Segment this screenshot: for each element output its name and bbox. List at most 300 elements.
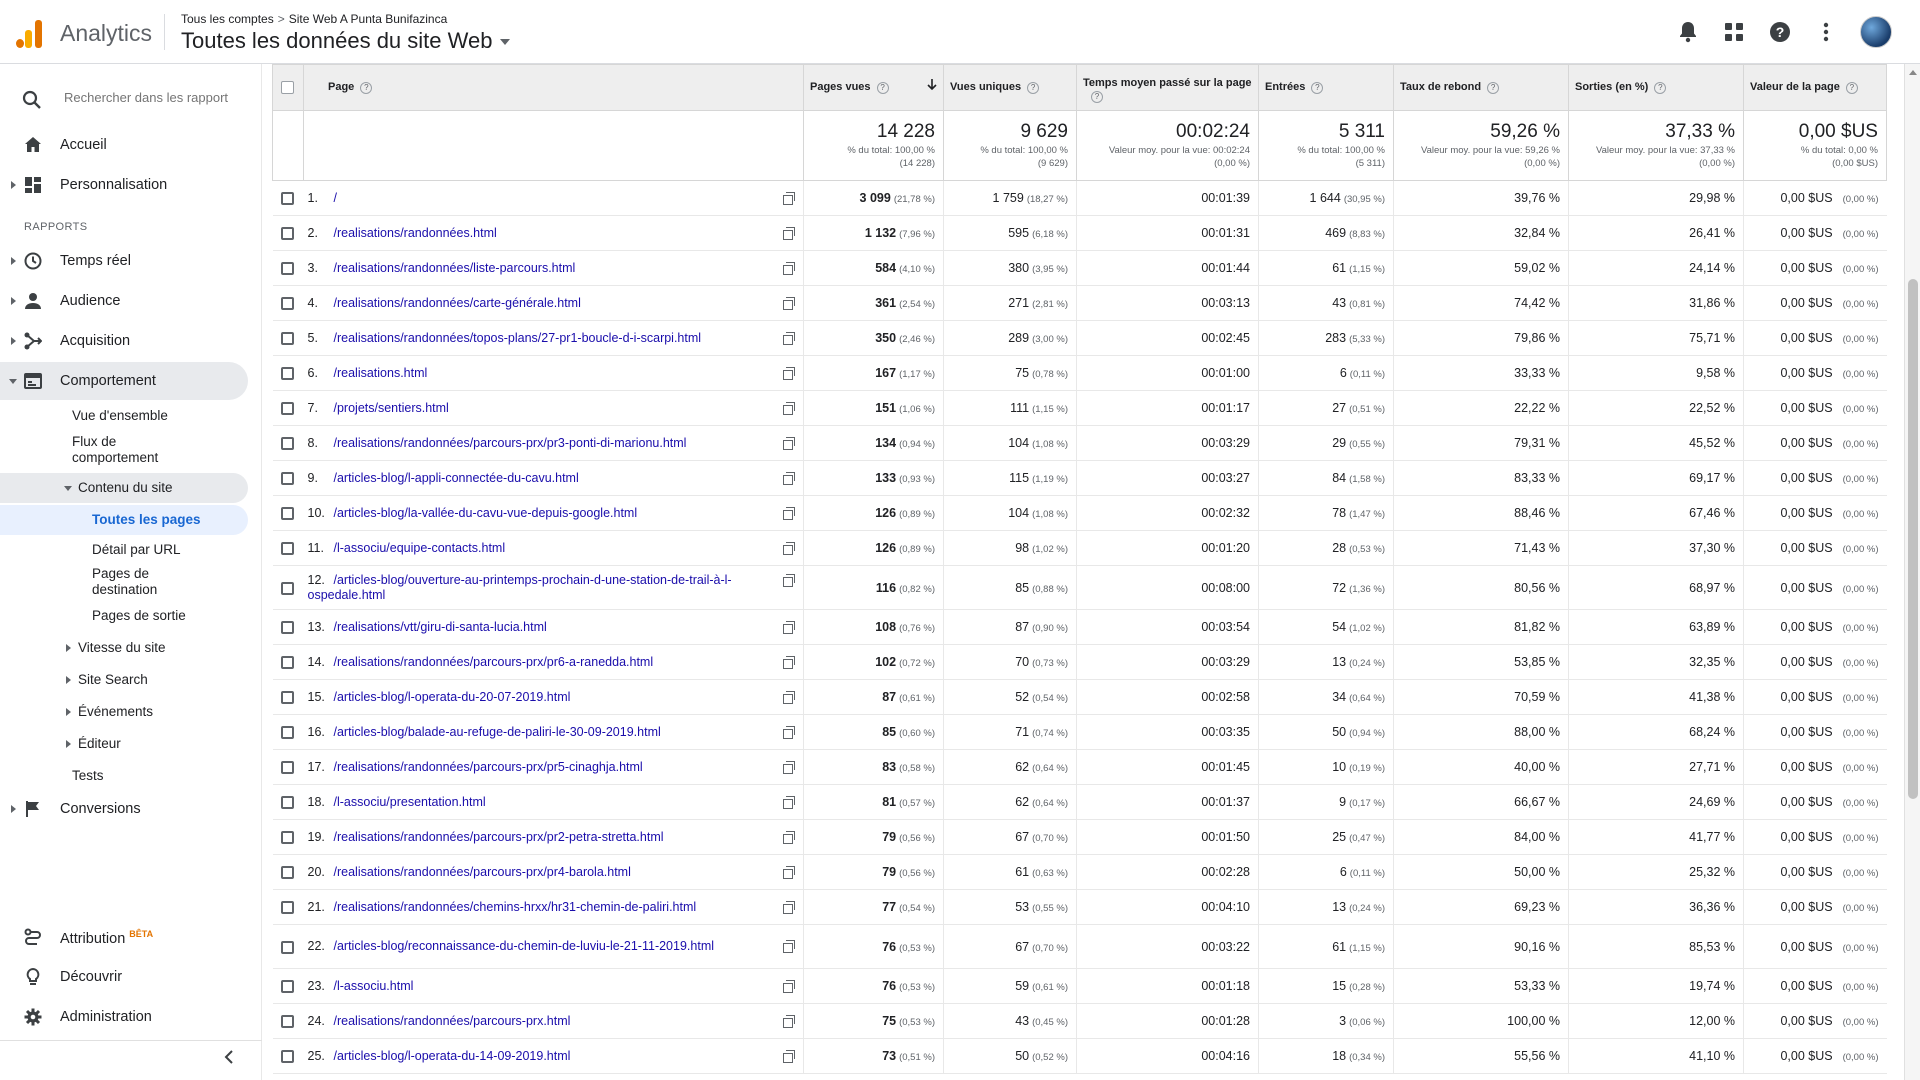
pageviews-value: 77: [882, 900, 897, 914]
chevron-right-icon[interactable]: [11, 297, 16, 305]
table-row: [273, 321, 1887, 356]
pageviews-pct: (0,57 %): [899, 798, 935, 809]
avg-time-cell: [1077, 890, 1259, 925]
pageviews-pct: (21,78 %): [893, 194, 935, 205]
avg-time-cell: [1077, 610, 1259, 645]
col-bounce[interactable]: [1394, 65, 1569, 111]
nav-site-search[interactable]: [0, 670, 248, 690]
totals-empty: [304, 111, 804, 181]
bounce-value: 53,85 %: [1514, 655, 1560, 669]
open-page-icon[interactable]: [783, 831, 795, 843]
col-avg-time[interactable]: [1077, 65, 1259, 111]
chevron-right-icon[interactable]: [66, 740, 71, 748]
bounce-value: 50,00 %: [1514, 865, 1560, 879]
page-link[interactable]: /articles-blog/l-operata-du-20-07-2019.html: [333, 689, 571, 704]
page-cell: [304, 496, 804, 531]
page-value-pct: (0,00 %): [1842, 1017, 1879, 1028]
pageviews-pct: (4,10 %): [899, 264, 935, 275]
row-checkbox-cell: [273, 181, 304, 216]
page-link[interactable]: /realisations/vtt/giru-di-santa-lucia.html: [333, 619, 547, 634]
bounce-value: 81,82 %: [1514, 620, 1560, 634]
open-page-icon[interactable]: [783, 726, 795, 738]
table-row: [273, 820, 1887, 855]
unique-value: 1 759: [992, 191, 1024, 205]
chevron-right-icon[interactable]: [11, 805, 16, 813]
help-icon[interactable]: ?: [360, 82, 372, 94]
open-page-icon[interactable]: [783, 1050, 795, 1062]
exits-value: 36,36 %: [1689, 900, 1735, 914]
open-page-icon[interactable]: [783, 940, 795, 952]
row-checkbox-cell: [273, 356, 304, 391]
entrances-value: 72: [1332, 580, 1347, 595]
col-pageviews[interactable]: [804, 65, 944, 111]
scrollbar-thumb[interactable]: [1908, 279, 1918, 799]
avg-time-cell: [1077, 426, 1259, 461]
table-row: [273, 216, 1887, 251]
row-checkbox[interactable]: [281, 262, 294, 275]
sidebar: [0, 64, 262, 1080]
row-index: 17.: [307, 759, 325, 774]
page-value: 0,00 $US: [1780, 366, 1833, 380]
pageviews-cell: [804, 216, 944, 251]
row-index: 25.: [307, 1048, 325, 1063]
entrances-pct: (0,64 %): [1349, 693, 1385, 704]
unique-value: 85: [1015, 580, 1030, 595]
pageviews-cell: [804, 680, 944, 715]
bounce-cell: [1394, 1004, 1569, 1039]
collapse-sidebar-icon[interactable]: [222, 1050, 236, 1064]
bounce-cell: [1394, 820, 1569, 855]
open-page-icon[interactable]: [783, 574, 795, 586]
pageviews-pct: (0,53 %): [899, 1017, 935, 1028]
page-link[interactable]: /realisations/randonnées/liste-parcours.html: [333, 260, 576, 275]
header-divider: [164, 14, 165, 50]
avg-time-cell: [1077, 286, 1259, 321]
page-link[interactable]: /articles-blog/reconnaissance-du-chemin-de-luviu-le-21-11-2019.html: [333, 939, 715, 953]
pageviews-value: 85: [882, 725, 897, 739]
row-checkbox-cell: [273, 715, 304, 750]
row-index: 10.: [307, 505, 325, 520]
row-checkbox[interactable]: [281, 621, 294, 634]
exits-value: 85,53 %: [1689, 939, 1735, 954]
pageviews-pct: (0,56 %): [899, 833, 935, 844]
row-checkbox[interactable]: [281, 831, 294, 844]
row-checkbox[interactable]: [281, 402, 294, 415]
vertical-scrollbar[interactable]: [1904, 64, 1920, 1080]
row-checkbox[interactable]: [281, 507, 294, 520]
entrances-cell: [1259, 356, 1394, 391]
apps-icon[interactable]: [1722, 20, 1746, 44]
bell-icon[interactable]: [1676, 20, 1700, 44]
row-checkbox[interactable]: [281, 472, 294, 485]
unique-value: 62: [1015, 760, 1030, 774]
nav-attribution[interactable]: [0, 918, 248, 956]
page-link[interactable]: /: [333, 190, 337, 205]
unique-value: 595: [1008, 226, 1030, 240]
page-cell: [304, 925, 804, 969]
row-checkbox-cell: [273, 680, 304, 715]
unique-pct: (0,63 %): [1032, 868, 1068, 879]
entrances-pct: (0,24 %): [1349, 903, 1385, 914]
avg-time-value: 00:08:00: [1201, 580, 1250, 595]
row-checkbox[interactable]: [281, 542, 294, 555]
row-checkbox[interactable]: [281, 656, 294, 669]
help-icon[interactable]: [1768, 20, 1792, 44]
chevron-right-icon[interactable]: [66, 644, 71, 652]
bounce-cell: [1394, 391, 1569, 426]
nav-site-content[interactable]: [0, 473, 248, 503]
avatar[interactable]: [1860, 16, 1892, 48]
page-link[interactable]: /realisations/randonnées/parcours-prx/pr3-ponti-di-marionu.html: [333, 435, 687, 450]
nav-all-pages[interactable]: [0, 505, 248, 535]
page-link[interactable]: /l-associu/presentation.html: [333, 794, 486, 809]
value-cell: [1744, 890, 1887, 925]
row-checkbox[interactable]: [281, 1015, 294, 1028]
report-search[interactable]: [0, 78, 262, 122]
total-exits-sub: Valeur moy. pour la vue: 37,33 %: [1595, 145, 1735, 156]
page-link[interactable]: /articles-blog/l-operata-du-14-09-2019.html: [333, 1048, 571, 1063]
open-page-icon[interactable]: [783, 901, 795, 913]
search-input[interactable]: [64, 90, 244, 105]
page-cell: [304, 391, 804, 426]
bounce-cell: [1394, 750, 1569, 785]
page-value: 0,00 $US: [1780, 401, 1833, 415]
entrances-value: 29: [1332, 436, 1347, 450]
page-link[interactable]: /projets/sentiers.html: [333, 400, 449, 415]
nav-conversions[interactable]: [0, 790, 248, 828]
chevron-right-icon[interactable]: [66, 708, 71, 716]
chevron-right-icon: >: [277, 12, 285, 26]
page-link[interactable]: /realisations/randonnées/parcours-prx/pr4-barola.html: [333, 864, 631, 879]
row-checkbox[interactable]: [281, 726, 294, 739]
row-checkbox[interactable]: [281, 866, 294, 879]
avg-time-cell: [1077, 1039, 1259, 1074]
open-page-icon[interactable]: [783, 542, 795, 554]
avg-time-value: 00:02:28: [1201, 865, 1250, 879]
help-icon[interactable]: ?: [1311, 82, 1323, 94]
unique-pct: (1,08 %): [1032, 509, 1068, 520]
page-link[interactable]: /realisations/randonnées/topos-plans/27-pr1-boucle-d-i-scarpi.html: [333, 330, 702, 345]
open-page-icon[interactable]: [783, 472, 795, 484]
bounce-cell: [1394, 566, 1569, 610]
nav-discover-label: Découvrir: [60, 969, 123, 985]
row-index: 9.: [307, 470, 318, 485]
exits-cell: [1569, 1004, 1744, 1039]
row-checkbox[interactable]: [281, 691, 294, 704]
total-avg-time-sub: Valeur moy. pour la vue: 00:02:24: [1108, 145, 1250, 156]
nav-experiments[interactable]: [0, 766, 248, 786]
col-bounce-label: Taux de rebond: [1400, 81, 1482, 93]
page-cell: [304, 785, 804, 820]
avg-time-value: 00:01:45: [1201, 760, 1250, 774]
nav-behavior-overview[interactable]: [0, 408, 248, 428]
open-page-icon[interactable]: [783, 507, 795, 519]
entrances-value: 50: [1332, 725, 1347, 739]
open-page-icon[interactable]: [783, 796, 795, 808]
row-checkbox-cell: [273, 531, 304, 566]
page-value: 0,00 $US: [1780, 760, 1833, 774]
entrances-cell: [1259, 216, 1394, 251]
row-checkbox[interactable]: [281, 941, 294, 954]
entrances-pct: (8,83 %): [1349, 229, 1385, 240]
bounce-value: 88,46 %: [1514, 506, 1560, 520]
page-link[interactable]: /l-associu.html: [333, 978, 414, 993]
more-vert-icon[interactable]: [1814, 20, 1838, 44]
pageviews-value: 3 099: [859, 191, 891, 205]
value-cell: [1744, 855, 1887, 890]
bounce-value: 69,23 %: [1514, 900, 1560, 914]
help-icon[interactable]: ?: [1487, 82, 1499, 94]
pageviews-cell: [804, 566, 944, 610]
entrances-cell: [1259, 566, 1394, 610]
open-page-icon[interactable]: [783, 980, 795, 992]
nav-realtime[interactable]: [0, 242, 248, 280]
nav-exit-pages[interactable]: [0, 606, 248, 626]
total-exits: [1569, 111, 1744, 181]
chevron-right-icon[interactable]: [11, 181, 16, 189]
page-cell: [304, 321, 804, 356]
col-unique[interactable]: [944, 65, 1077, 111]
exits-cell: [1569, 321, 1744, 356]
exits-cell: [1569, 820, 1744, 855]
caret-down-icon[interactable]: [500, 39, 510, 45]
bounce-cell: [1394, 496, 1569, 531]
nav-discover[interactable]: [0, 958, 248, 996]
pageviews-value: 126: [875, 541, 897, 555]
pageviews-value: 73: [882, 1049, 897, 1063]
open-page-icon[interactable]: [783, 367, 795, 379]
open-page-icon[interactable]: [783, 761, 795, 773]
bounce-value: 39,76 %: [1514, 191, 1560, 205]
page-link[interactable]: /realisations/randonnées/parcours-prx/pr6-a-ranedda.html: [333, 654, 654, 669]
open-page-icon[interactable]: [783, 1015, 795, 1027]
entrances-value: 84: [1332, 471, 1347, 485]
page-link[interactable]: /realisations/randonnées/carte-générale.html: [333, 295, 581, 310]
entrances-pct: (1,02 %): [1349, 623, 1385, 634]
entrances-pct: (0,19 %): [1349, 763, 1385, 774]
attribution-icon: [24, 928, 42, 946]
nav-home[interactable]: [0, 126, 248, 164]
help-icon[interactable]: ?: [1027, 82, 1039, 94]
row-checkbox[interactable]: [281, 367, 294, 380]
nav-behavior[interactable]: [0, 362, 248, 400]
nav-site-speed-label: Vitesse du site: [78, 640, 166, 655]
view-title[interactable]: Toutes les données du site Web: [181, 28, 493, 53]
bounce-cell: [1394, 216, 1569, 251]
bounce-value: 70,59 %: [1514, 690, 1560, 704]
avg-time-value: 00:03:22: [1201, 939, 1250, 954]
value-cell: [1744, 251, 1887, 286]
open-page-icon[interactable]: [783, 691, 795, 703]
total-entrances-sub: (5 311): [1355, 158, 1385, 169]
bounce-value: 66,67 %: [1514, 795, 1560, 809]
nav-publisher[interactable]: [0, 734, 248, 754]
table-row: [273, 890, 1887, 925]
bounce-value: 22,22 %: [1514, 401, 1560, 415]
total-bounce-sub: Valeur moy. pour la vue: 59,26 %: [1420, 145, 1560, 156]
page-cell: [304, 645, 804, 680]
open-page-icon[interactable]: [783, 332, 795, 344]
select-all-cell: [273, 65, 304, 111]
total-value-value: 0,00 $US: [1798, 121, 1878, 142]
row-checkbox[interactable]: [281, 227, 294, 240]
bounce-cell: [1394, 531, 1569, 566]
table-row: [273, 785, 1887, 820]
row-checkbox[interactable]: [281, 297, 294, 310]
page-link[interactable]: /realisations.html: [333, 365, 428, 380]
entrances-cell: [1259, 715, 1394, 750]
help-icon[interactable]: ?: [1846, 82, 1858, 94]
nav-customization[interactable]: [0, 166, 248, 204]
row-checkbox[interactable]: [281, 796, 294, 809]
help-icon[interactable]: ?: [877, 82, 889, 94]
page-value-pct: (0,00 %): [1842, 942, 1879, 954]
pageviews-value: 108: [875, 620, 897, 634]
table-row: [273, 1004, 1887, 1039]
chevron-right-icon[interactable]: [66, 676, 71, 684]
select-all-checkbox[interactable]: [281, 81, 294, 94]
value-cell: [1744, 531, 1887, 566]
bounce-cell: [1394, 785, 1569, 820]
value-cell: [1744, 645, 1887, 680]
col-page[interactable]: [304, 65, 804, 111]
nav-landing-pages[interactable]: [0, 564, 248, 600]
page-link[interactable]: /realisations/randonnées/parcours-prx/pr5-cinaghja.html: [333, 759, 643, 774]
row-index: 1.: [307, 190, 318, 205]
pageviews-pct: (7,96 %): [899, 229, 935, 240]
report-table-area: [272, 64, 1888, 1080]
table-row: [273, 426, 1887, 461]
behavior-icon: [24, 372, 42, 390]
bounce-cell: [1394, 610, 1569, 645]
open-page-icon[interactable]: [783, 866, 795, 878]
row-checkbox[interactable]: [281, 901, 294, 914]
page-link[interactable]: /realisations/randonnées/parcours-prx.html: [333, 1013, 571, 1028]
entrances-pct: (30,95 %): [1343, 194, 1385, 205]
sort-down-icon[interactable]: [927, 79, 937, 91]
row-checkbox[interactable]: [281, 761, 294, 774]
scroll-up-icon[interactable]: [1909, 70, 1917, 75]
unique-pct: (1,15 %): [1032, 404, 1068, 415]
avg-time-value: 00:04:10: [1201, 900, 1250, 914]
breadcrumb-property[interactable]: Site Web A Punta Bunifazinca: [288, 12, 448, 26]
page-link[interactable]: /realisations/randonnées.html: [333, 225, 497, 240]
row-checkbox-cell: [273, 820, 304, 855]
view-selector[interactable]: [181, 28, 510, 54]
app-name: Analytics: [60, 20, 153, 46]
row-checkbox[interactable]: [281, 1050, 294, 1063]
nav-behavior-flow[interactable]: [0, 434, 248, 470]
pageviews-value: 167: [875, 366, 897, 380]
entrances-cell: [1259, 286, 1394, 321]
row-checkbox[interactable]: [281, 437, 294, 450]
total-avg-time-value: 00:02:24: [1176, 121, 1250, 142]
col-entrances[interactable]: [1259, 65, 1394, 111]
avg-time-value: 00:01:17: [1201, 401, 1250, 415]
page-link[interactable]: /l-associu/equipe-contacts.html: [333, 540, 506, 555]
help-icon[interactable]: ?: [1091, 91, 1103, 103]
nav-acquisition[interactable]: [0, 322, 248, 360]
exits-cell: [1569, 1039, 1744, 1074]
page-link[interactable]: /realisations/randonnées/parcours-prx/pr2-petra-stretta.html: [333, 829, 664, 844]
page-cell: [304, 1004, 804, 1039]
bounce-value: 83,33 %: [1514, 471, 1560, 485]
nav-landing-pages-label: Pages de destination: [92, 566, 158, 597]
open-page-icon[interactable]: [783, 402, 795, 414]
avg-time-cell: [1077, 461, 1259, 496]
row-checkbox-cell: [273, 426, 304, 461]
bounce-value: 40,00 %: [1514, 760, 1560, 774]
nav-site-speed[interactable]: [0, 638, 248, 658]
exits-value: 68,97 %: [1689, 580, 1735, 595]
nav-admin[interactable]: [0, 998, 248, 1036]
page-cell: [304, 1039, 804, 1074]
pageviews-cell: [804, 890, 944, 925]
page-link[interactable]: /articles-blog/la-vallée-du-cavu-vue-depuis-google.html: [333, 505, 638, 520]
breadcrumb-accounts[interactable]: Tous les comptes: [181, 12, 274, 26]
pageviews-cell: [804, 785, 944, 820]
total-pageviews: [804, 111, 944, 181]
total-unique-sub: (9 629): [1037, 158, 1068, 169]
open-page-icon[interactable]: [783, 656, 795, 668]
breadcrumb[interactable]: [181, 12, 447, 26]
pageviews-cell: [804, 820, 944, 855]
entrances-pct: (0,17 %): [1349, 798, 1385, 809]
analytics-logo[interactable]: [14, 18, 44, 48]
open-page-icon[interactable]: [783, 192, 795, 204]
page-link[interactable]: /articles-blog/balade-au-refuge-de-paliri-le-30-09-2019.html: [333, 724, 661, 739]
chevron-down-icon[interactable]: [9, 379, 17, 384]
entrances-cell: [1259, 610, 1394, 645]
page-link[interactable]: /articles-blog/ouverture-au-printemps-prochain-d-une-station-de-trail-à-l-ospedale.html: [307, 572, 732, 602]
help-icon[interactable]: ?: [1654, 82, 1666, 94]
chevron-right-icon[interactable]: [11, 257, 16, 265]
row-checkbox-cell: [273, 750, 304, 785]
open-page-icon[interactable]: [783, 621, 795, 633]
open-page-icon[interactable]: [783, 297, 795, 309]
col-exits[interactable]: [1569, 65, 1744, 111]
row-checkbox[interactable]: [281, 332, 294, 345]
col-value[interactable]: [1744, 65, 1887, 111]
entrances-cell: [1259, 531, 1394, 566]
nav-content-drilldown[interactable]: [0, 540, 248, 560]
pageviews-cell: [804, 321, 944, 356]
unique-cell: [944, 1004, 1077, 1039]
chevron-right-icon[interactable]: [11, 337, 16, 345]
open-page-icon[interactable]: [783, 262, 795, 274]
row-checkbox[interactable]: [281, 192, 294, 205]
entrances-cell: [1259, 426, 1394, 461]
open-page-icon[interactable]: [783, 227, 795, 239]
unique-cell: [944, 890, 1077, 925]
page-value-pct: (0,00 %): [1842, 474, 1879, 485]
value-cell: [1744, 286, 1887, 321]
row-index: 23.: [307, 978, 325, 993]
chevron-down-icon[interactable]: [64, 486, 72, 491]
nav-events[interactable]: [0, 702, 248, 722]
row-checkbox[interactable]: [281, 582, 294, 595]
entrances-value: 54: [1332, 620, 1347, 634]
page-cell: [304, 251, 804, 286]
row-checkbox[interactable]: [281, 980, 294, 993]
exits-cell: [1569, 181, 1744, 216]
page-link[interactable]: /realisations/randonnées/chemins-hrxx/hr31-chemin-de-paliri.html: [333, 899, 697, 914]
nav-audience[interactable]: [0, 282, 248, 320]
page-link[interactable]: /articles-blog/l-appli-connectée-du-cavu.html: [333, 470, 579, 485]
open-page-icon[interactable]: [783, 437, 795, 449]
avg-time-cell: [1077, 855, 1259, 890]
bounce-cell: [1394, 855, 1569, 890]
